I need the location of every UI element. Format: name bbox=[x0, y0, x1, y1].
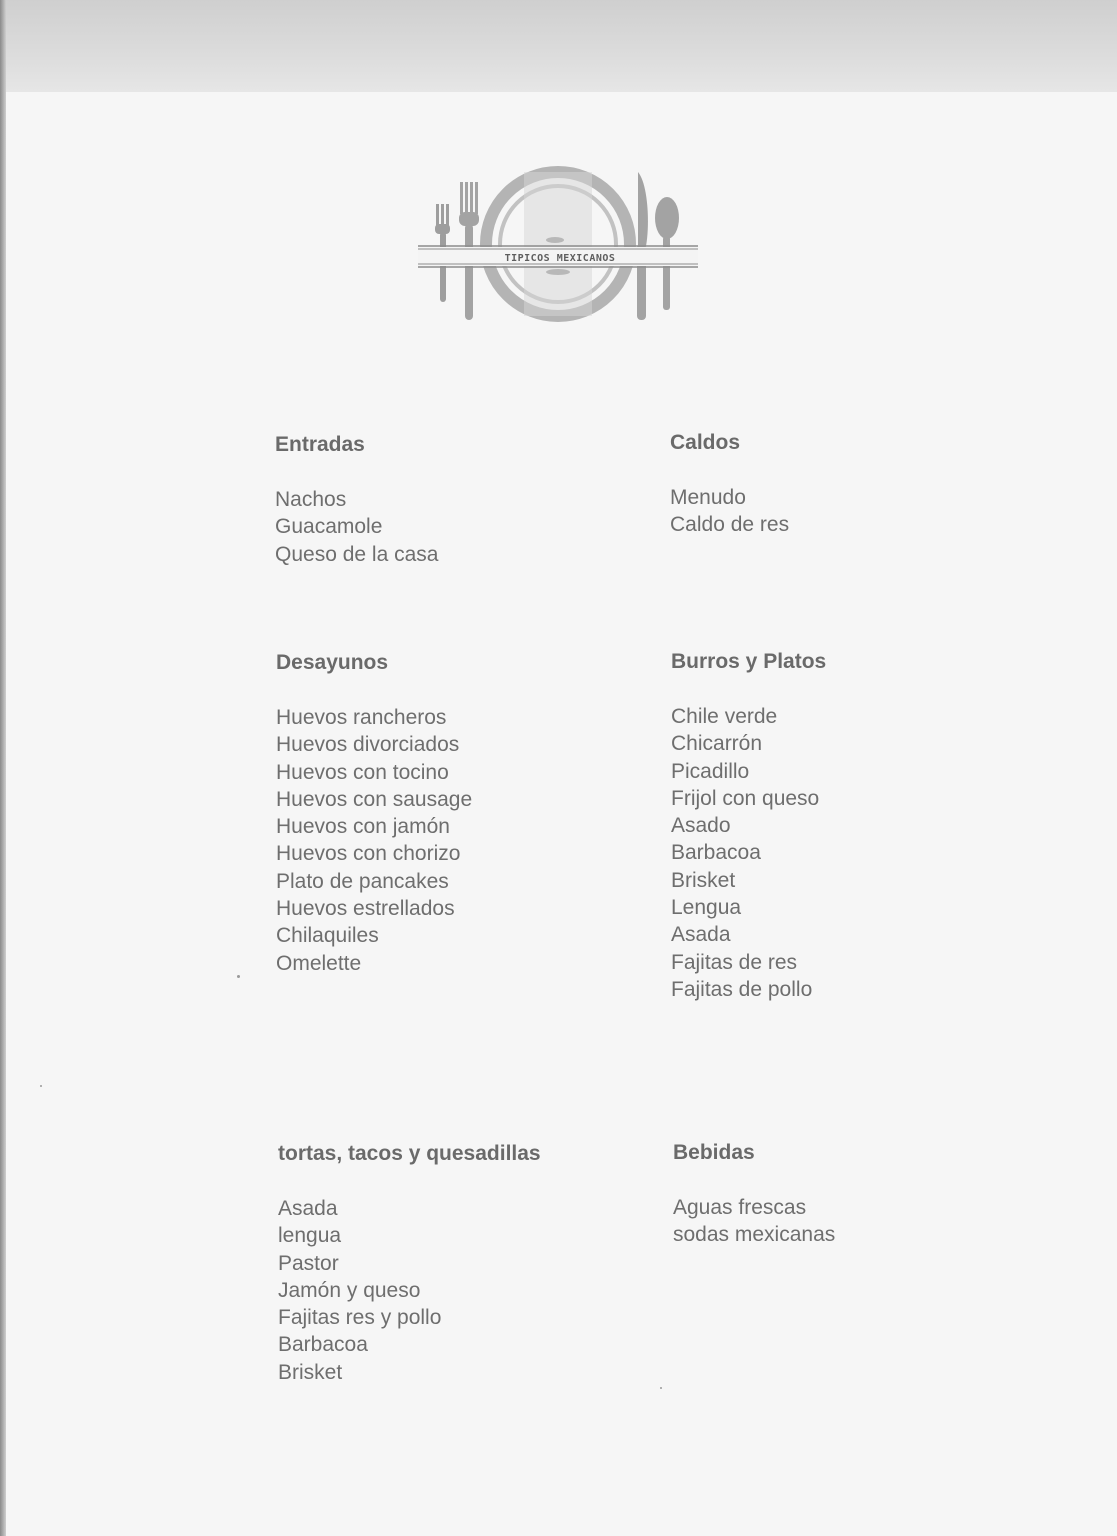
menu-list bbox=[278, 1195, 541, 1386]
menu-item: sodas mexicanas bbox=[673, 1223, 836, 1247]
menu-item: Huevos con sausage bbox=[276, 787, 473, 811]
menu-item: Asada bbox=[671, 923, 731, 947]
restaurant-logo bbox=[412, 164, 704, 324]
menu-list bbox=[670, 484, 789, 539]
menu-item: Nachos bbox=[275, 488, 347, 511]
scan-speck bbox=[237, 975, 240, 978]
menu-item: Brisket bbox=[671, 868, 736, 892]
menu-item: Queso de la casa bbox=[275, 542, 439, 566]
menu-item: Barbacoa bbox=[671, 841, 761, 865]
menu-list bbox=[671, 703, 826, 1003]
section-title: Bebidas bbox=[673, 1141, 755, 1164]
menu-item: Chilaquiles bbox=[276, 924, 379, 948]
scan-shadow-top bbox=[0, 0, 1117, 92]
scan-speck bbox=[660, 1387, 662, 1389]
menu-item: Picadillo bbox=[671, 759, 750, 783]
menu-item: Asado bbox=[671, 814, 731, 838]
section-title: Desayunos bbox=[276, 651, 389, 674]
menu-item: Pastor bbox=[278, 1251, 339, 1275]
menu-item: Huevos divorciados bbox=[276, 733, 460, 757]
menu-item: lengua bbox=[278, 1224, 342, 1248]
section-title: tortas, tacos y quesadillas bbox=[278, 1142, 541, 1165]
menu-item: Huevos con chorizo bbox=[276, 842, 461, 866]
menu-item: Fajitas de res bbox=[671, 950, 798, 974]
menu-item: Menudo bbox=[670, 486, 746, 509]
section-tortas-tacos-quesadillas bbox=[278, 1141, 541, 1386]
menu-list bbox=[275, 486, 438, 568]
scan-speck bbox=[40, 1085, 42, 1087]
section-title: Caldos bbox=[670, 431, 741, 454]
section-entradas bbox=[275, 432, 438, 568]
menu-item: Barbacoa bbox=[278, 1333, 368, 1357]
menu-item: Frijol con queso bbox=[671, 786, 820, 810]
section-bebidas bbox=[673, 1140, 835, 1249]
menu-item: Chile verde bbox=[671, 705, 778, 728]
menu-item: Huevos con tocino bbox=[276, 760, 449, 784]
logo-text: TIPICOS MEXICANOS bbox=[504, 253, 616, 264]
menu-item: Omelette bbox=[276, 951, 362, 975]
menu-list bbox=[276, 704, 472, 977]
menu-item: Fajitas de pollo bbox=[671, 977, 813, 1001]
menu-item: Lengua bbox=[671, 896, 742, 920]
section-title: Entradas bbox=[275, 433, 365, 456]
section-title: Burros y Platos bbox=[671, 650, 827, 673]
section-caldos bbox=[670, 430, 789, 539]
menu-item: Brisket bbox=[278, 1360, 343, 1384]
menu-item: Guacamole bbox=[275, 515, 383, 539]
menu-list bbox=[673, 1194, 835, 1249]
menu-item: Fajitas res y pollo bbox=[278, 1306, 442, 1330]
menu-item: Chicarrón bbox=[671, 732, 763, 756]
menu-item: Huevos con jamón bbox=[276, 815, 450, 839]
menu-item: Caldo de res bbox=[670, 513, 790, 537]
menu-item: Huevos estrellados bbox=[276, 897, 455, 921]
section-burros-y-platos bbox=[671, 649, 826, 1003]
menu-item: Huevos rancheros bbox=[276, 706, 447, 729]
menu-item: Jamón y queso bbox=[278, 1278, 421, 1302]
menu-item: Asada bbox=[278, 1197, 338, 1220]
menu-item: Plato de pancakes bbox=[276, 869, 449, 893]
menu-item: Aguas frescas bbox=[673, 1196, 807, 1219]
section-desayunos bbox=[276, 650, 472, 977]
